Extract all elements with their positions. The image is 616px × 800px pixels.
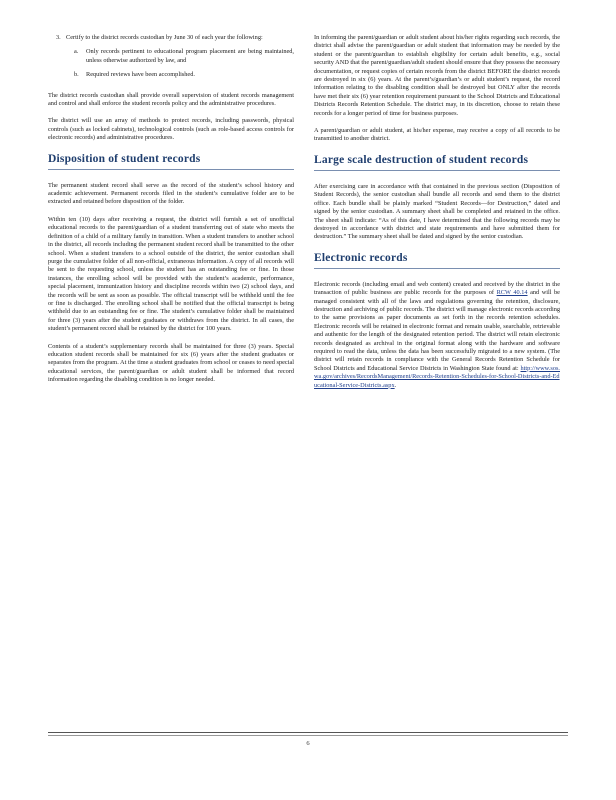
text-run: Electronic records (including email and web content) created and received by the district in the transaction of public business are public records for the purposes of	[314, 280, 560, 297]
text-run: and will be managed consistent with all of the laws and regulations governing the retention, disclosure, destruction and archiving of public records. The district will manage electronic records according to the same provisions as paper documents as set forth in the records retention schedules. Electronic records will be retained in electronic format and remain usable, searchable, retrievable and authentic for the length of the designated retention period. The district will retain electronic records designated as archival in the original format along with the hardware and software required to read the data, unless the data has been successfully migrated to a new system. (The district will retain records in compliance with the General Records Retention Schedule for School Districts and Educational Service Districts in Washington State found at:	[314, 289, 560, 372]
right-column	[314, 34, 560, 399]
paragraph: Contents of a student’s supplementary records shall be maintained for three (3) years. Special education student records shall be maintained for six (6) years after the student graduates or separates from the program. At the time a student graduates from school or ceases to need special educational services, the parent/guardian or adult student shall be informed that record information regarding the disabling condition is no longer needed.	[48, 342, 294, 384]
section-heading-disposition: Disposition of student records	[48, 152, 294, 170]
list-number: b.	[74, 71, 79, 79]
list-item-text: Required reviews have been accomplished.	[86, 71, 195, 79]
list-item-3a	[48, 48, 294, 65]
section-heading-large-scale-destruction: Large scale destruction of student records	[314, 153, 560, 171]
paragraph: In informing the parent/guardian or adult student about his/her rights regarding such records, the district shall advise the parent/guardian or adult student that information may be needed by the student or the parent/guardian to establish eligibility for certain adult benefits, e.g., social security AND that the parent/guardian/adult student should ensure that they possess the necessary documentation, or request copies of certain records from the district BEFORE the district records are destroyed in six (6) years. At the parent’s/guardian’s or adult student’s request, the record information relating to the disabling condition shall be destroyed but ONLY after the records have met their six (6) year retention requirement pursuant to the School Districts and Educational Districts Records Retention Schedule. The district may, in its discretion, choose to retain these records for a longer period of time for business purposes.	[314, 34, 560, 117]
list-item-3b	[48, 71, 294, 79]
list-number: 3.	[56, 34, 61, 41]
paragraph: The district will use an array of methods to protect records, including passwords, physical controls (such as locked cabinets), technological controls (such as role-based access controls for electronic records) and administrative procedures.	[48, 117, 294, 142]
paragraph: The district records custodian shall provide overall supervision of student records management and control and shall enforce the student records policy and the administrative procedures.	[48, 91, 294, 108]
paragraph: A parent/guardian or adult student, at his/her expense, may receive a copy of all records to be transmitted to another district.	[314, 127, 560, 143]
list-item-text: Only records pertinent to educational program placement are being maintained, unless otherwise authorized by law, and	[86, 48, 294, 64]
paragraph-electronic-records	[314, 281, 560, 390]
left-column	[48, 34, 294, 394]
paragraph: The permanent student record shall serve as the record of the student’s school history and academic achievement. Permanent records filed in the student’s cumulative folder are to be extracted and retained before disposition of the folder.	[48, 181, 294, 206]
paragraph: Within ten (10) days after receiving a request, the district will furnish a set of unofficial educational records to the parent/guardian of a student transferring out of state who meets the definition of a child of a military family in transition. When a student transfers to another school in the district, all records including the permanent student record shall be transmitted to the other school. When a student transfers to a school outside of the district, the senior custodian shall purge the cumulative folder of all non-official, extraneous information. A copy of all records will be sent to the requesting school, unless the student has an outstanding fee or fine. In those instances, the enrolling school will be provided with the student’s academic, performance, special placement, immunization history and discipline records within two (2) school days, and the records will be sent as soon as possible. The official transcript will be withheld until the fee or fine is discharged. The enrolling school shall be notified that the official transcript is being withheld due to an outstanding fee or fine. The student’s cumulative folder shall be maintained for three (3) years after the student graduates or withdraws from the district. In all cases, the student’s permanent record shall be retained by the district for 100 years.	[48, 215, 294, 333]
text-run: .	[394, 381, 397, 389]
list-item-text: Certify to the district records custodian by June 30 of each year the following:	[66, 34, 263, 41]
list-item-3	[48, 34, 294, 42]
footer-rule-secondary	[48, 735, 568, 736]
records-retention-link[interactable]: http://www.sos.wa.gov/archives/RecordsManagement/Records-Retention-Schedules-for-School-Districts-and-Educational-Service-Districts.aspx	[314, 364, 560, 389]
page-number: 6	[306, 740, 310, 747]
list-number: a.	[74, 48, 79, 56]
section-heading-electronic-records: Electronic records	[314, 251, 560, 269]
rcw-link[interactable]: RCW 40.14	[496, 289, 528, 297]
paragraph: After exercising care in accordance with that contained in the previous section (Disposition of Student Records), the senior custodian shall bundle all records and send them to the district office. Each bundle shall be plainly marked “Student Records—for Destruction,” dated and signed by the senior custodian. A summary sheet shall be completed and retained in the office. The sheet shall indicate: “As of this date, I have determined that the following records may be destroyed in accordance with district and state requirements and have submitted them for destruction.” The summary sheet shall be dated and signed by the senior custodian.	[314, 182, 560, 241]
footer-rule	[48, 732, 568, 733]
